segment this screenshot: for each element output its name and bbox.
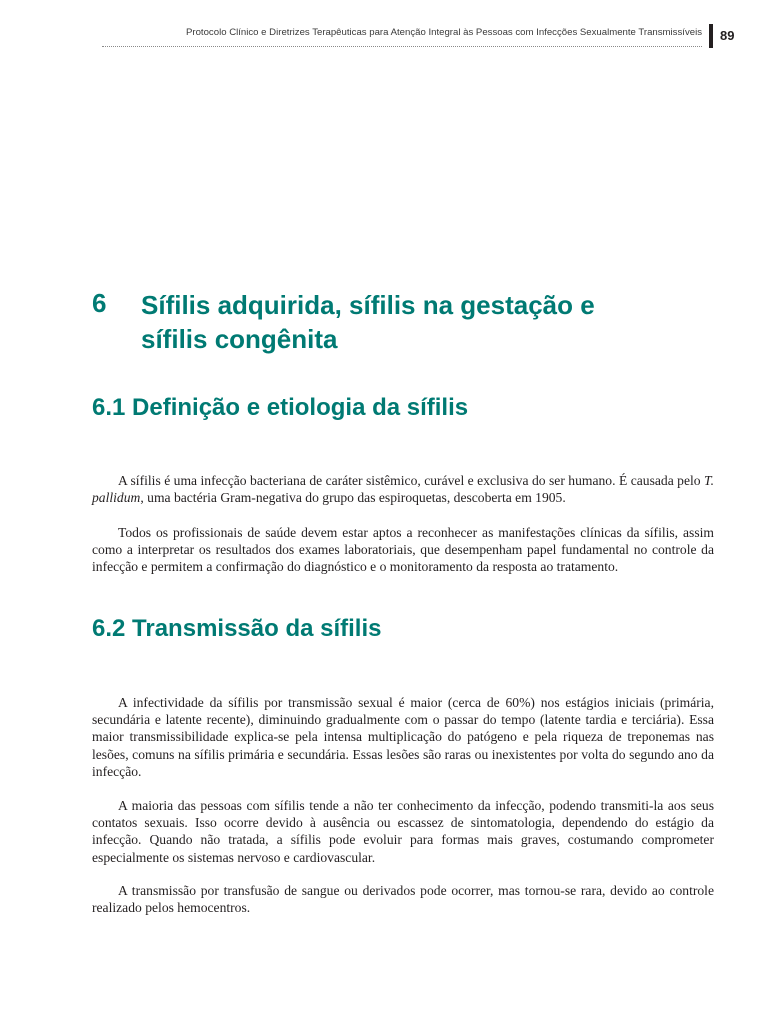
paragraph-professionals: Todos os profissionais de saúde devem estar aptos a reconhecer as manifestações clínicas da sífilis, assim como a interpretar os resultados dos exames laboratoriais, que desempenham papel fundamental no controle da infecção e permitem a confirmação do diagnóstico e o monitoramento da resposta ao tratamento. xyxy=(92,525,714,575)
paragraph-definition-part-2: , uma bactéria Gram-negativa do grupo das espiroquetas, descoberta em 1905. xyxy=(140,490,566,506)
header-dotted-rule xyxy=(102,46,702,47)
chapter-title xyxy=(141,288,741,356)
paragraph-definition-part-1: A sífilis é uma infecção bacteriana de caráter sistêmico, curável e exclusiva do ser humano. É causada pelo xyxy=(118,473,705,488)
chapter-title-line-2: sífilis congênita xyxy=(141,324,338,354)
page-number: 89 xyxy=(720,28,735,43)
chapter-number: 6 xyxy=(92,288,107,318)
paragraph-infectivity: A infectividade da sífilis por transmissão sexual é maior (cerca de 60%) nos estágios iniciais (primária, secundária e latente recente), diminuindo gradualmente com o passar do tempo (latente tardia e terciária). Essa maior transmissibilidade explica-se pela intensa multiplicação do patógeno e pela riqueza de treponemas nas lesões, comuns na sífilis primária e secundária. Essas lesões são raras ou inexistentes por volta do segundo ano da infecção. xyxy=(92,695,714,779)
page-number-bar xyxy=(709,24,713,48)
section-title-6-2: 6.2 Transmissão da sífilis xyxy=(92,615,382,642)
paragraph-transfusion: A transmissão por transfusão de sangue ou derivados pode ocorrer, mas tornou-se rara, devido ao controle realizado pelos hemocentros. xyxy=(92,883,714,916)
species-name: T. pallidum xyxy=(92,473,714,506)
paragraph-awareness: A maioria das pessoas com sífilis tende a não ter conhecimento da infecção, podendo transmiti-la aos seus contatos sexuais. Isso ocorre devido à ausência ou escassez de sintomatologia, dependendo do estágio da infecção. Quando não tratada, a sífilis pode evoluir para formas mais graves, costumando comprometer especialmente os sistemas nervoso e cardiovascular. xyxy=(92,798,714,865)
section-title-6-1: 6.1 Definição e etiologia da sífilis xyxy=(92,394,469,421)
chapter-title-line-1: Sífilis adquirida, sífilis na gestação e xyxy=(141,290,595,320)
running-header: Protocolo Clínico e Diretrizes Terapêuticas para Atenção Integral às Pessoas com Infecções Sexualmente Transmissíveis xyxy=(186,27,702,38)
paragraph-definition xyxy=(92,472,714,506)
